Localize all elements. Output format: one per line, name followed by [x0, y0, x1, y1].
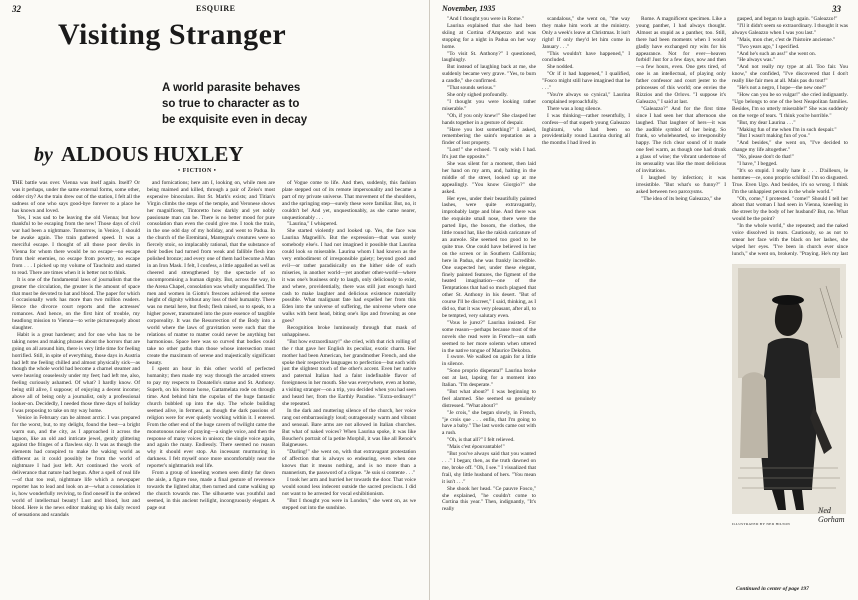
paragraph: "The idea of its being Galeazzo," she [641, 195, 721, 202]
paragraph: "Lost!" she echoed. "I only wish I had. It's just the opposite." [442, 147, 536, 161]
paragraph: Venice in February can be almost arctic. I was prepared for the worst, but, to my delight, found the best—a bright warm sun, and the city, as I approached it across the lagoon, like an old and intricate jewel, gently glittering against the fringes of a flawless sky. It was as though the elements had conspired to make the waking world as different as it could possibly be from the world of nightmare I had just left. Art continued the work of deliverance that nature had begun. After a spell of real life—of that too real, nightmare life which a newspaper reporter has to lead and look on at—what a consolation it is, how wonderfully reviving, to find oneself in the ordered world of intellectual beauty! Lust and blood, lust and blood. Here is the news editor making up his daily record of sensations and scandals [12, 414, 140, 518]
paragraph: "But I thought you were in London," she went on, as we stepped out into the sunshine. [282, 497, 416, 511]
paragraph: She shook her head. "Ce pauvre Fosco," she explained, "he couldn't come to Cortina this year." Then, indignantly, "It's really [442, 485, 536, 513]
column-1 [442, 16, 536, 594]
paragraph: In the dark and muttering silence of the church, her voice rang out embarrassingly loud; outrageously warm and vibrant and sensual. Bare arms are not allowed in Italian churches. But what of naked voices? When Laurina spoke, it was like Boucher's portrait of la petite Morphil, it was like all Renoir's Baigneuses. [282, 407, 416, 449]
paragraph: "No, please don't do that!" [737, 154, 795, 161]
paragraph: Laurina explained that she had been skiing at Cortina d'Ampezzo and was stopping for a night in Padua on her way home. [442, 22, 536, 50]
deck-line: so true to character as to [162, 98, 300, 110]
deck-line: A world parasite behaves [162, 82, 301, 94]
paragraph: I was thinking—rather resentfully, I confess—of that superb young Galeazzo Inghirami, who had been so providentially round Laurina during all the months I had lived in [542, 112, 630, 147]
paragraph: She was silent for a moment, then laid her hand on my arm, and, halting in the middle of the street, looked up at me appealingly. "You know Giorgio?" she asked. [442, 161, 536, 195]
paragraph: It is one of the fundamental laws of journalism that the greater the circulation, the greater is the amount of space that must be devoted to hat and blood. The paper for which I occasionally work has more than two million readers. Hence the divorce court reports and the actresses' romances. And hence, on the first hint of trouble, my headlong mission to Vienna—to write picturesquely about slaughter. [12, 276, 140, 332]
paragraph: scandalous," she went on, "the way they make him work at the ministry. Only a week's leave at Christmas. It isn't right! If only they'd let him come in January . . ." [542, 16, 630, 50]
continuation-note: Continued in center of page 197 [736, 586, 809, 592]
paragraph: She started violently and looked up. Yes, the face was Laurina Magnelli's. But the expression—that was surely somebody else's. I had not imagined it possible that Laurina could look so miserable. Laurina whom I had known as the very embodiment of irresponsible gaiety; beyond good and evil—or rather paradisically on the hither side of such miseries, in another world—yet another other-world—where it was one's business only to laugh, only deliciously to exist, and where, providentially, there was still just enough hard cash to make laughter and delicious existence materially possible. What malignant fate had expelled her from this Eden into the universe of suffering, the universe where one walks with bent head, biting one's lips and frowning as one goes? [282, 228, 416, 325]
illustration [728, 258, 850, 526]
column-2 [147, 180, 275, 592]
paragraph: and fornications; here am I, looking on, while men are being maimed and killed, through a pair of Zeiss's most expensive binoculars. But St. Mark's exists; and Titian's Virgin climbs the steps of the temple, and Veronese shows her magnificent, Tintoretto how darkly and yet nobly passionate man can be. There is no better mood for pure consolation than even the could give me. I took the train, in the one odd day of my holiday, and went to Padua. In the church of the Eremitani, Mantegna's creatures were so fiercely stoic, so implacably rational, that the substance of their bodies had turned from weak and fallible flesh into polished bronze; and every one of them had become a Man in an Iron Mask. I felt, I confess, a little appalled as well as cheered and strengthened by the spectacle of so uncompromising a human dignity. But, across the way, in the Arena Chapel, consolation was wholly unqualified. The men and women in Giotto's frescoes achieved the serene height of dignity without any loss of their humanity. There was no metal here, but flesh; flesh raised, so to speak, to a higher power, transmuted into the pure essence of tangible corporeality. It was the Resurrection of the Body into a world where the laws of gravitation were such that the relations of matter to matter could never be anything but harmonious. Space here was so curved that bodies could take no other paths than those whose intersection must create the maximum of serene and majestically significant beauty. [147, 180, 275, 366]
paragraph: "How can you be so vulgar!" she cried indignantly. "Ugo belongs to one of the best Neapolitan families. Besides, I'm so utterly miserable!" She was suddenly on the verge of tears. "I think you're horrible." [732, 91, 848, 119]
paragraph: "This wouldn't have happened," I concluded. [542, 50, 630, 64]
paragraph: "And besides," she went on, "I've decided to change my life altogether." [732, 140, 848, 154]
paragraph: "To visit St. Anthony?" I questioned, laughingly. [442, 50, 536, 64]
byline [34, 142, 244, 167]
paragraph: "Making fun of me when I'm in such despair." [737, 126, 837, 133]
paragraph: "Sono proprio disperata!" Laurina broke out at last, lapsing for a moment into Italian. "I'm desperate." [442, 368, 536, 389]
paragraph: gasped, and began to laugh again. "Galeazzo!" [737, 16, 838, 22]
paragraph: Her eyes, under their beautifully painted lashes, were quite extravagantly, improbably large and blue. And there was the exquisite small nose, there were the parted lips, the bosom, the clothes, the little round hat, like the rakish caricature of an aureole. She seemed too good to be quite true. One could have believed in her on the screen or in Southern California; here in Padua, she was frankly incredible. One suspected her, under these elegant, finely painted features, the figment of the heated imagination—one of the Temptations that had so much plagued that other St. Anthony in his desert. "But of course I'll be discreet," I said, thinking, as I did so, that it was very pleasant, after all, to be tempted, very salutary even. [442, 195, 537, 319]
byline-by: by [34, 144, 53, 166]
paragraph: There was a long silence. [547, 105, 602, 112]
paragraph: She only sighed profoundly. [447, 91, 508, 98]
paragraph: "He's not a negro, I hope—the new one?" [737, 85, 827, 92]
paragraph: "Have you lost something?" I asked, remembering the saint's reputation as a finder of lost property. [442, 126, 536, 147]
paragraph: "I thought you were looking rather miserable." [442, 98, 536, 112]
paragraph: "But, my dear Laurina . . ." [737, 119, 796, 126]
paragraph: "But how extraordinary!" she cried, with that rich rolling of the r that gave her English its peculiar, exotic charm. Her mother had been American, her grandmother French, and she spoke their respective languages to perfection—but each with just the slightest touch of the other's accent. Even her native and paternal Italian had a faint indefinable flavor of foreignness in her mouth. She was everywhere, even at home, a visiting stranger—on a trip, you decided when you had seen and heard her, from the Earthly Paradise. "Extra-ordinary!" she repeated. [282, 338, 416, 407]
paragraph: From a group of kneeling women seen dimly far down the aisle, a figure rose, made a final gesture of reverence towards the lighted altar, then turned and came walking up the church towards me. The silhouette was youthful and seemed, in this ancient twilight, incongruously elegant. A page out [147, 470, 275, 511]
paragraph: "And he's such an ass!" she went on. [737, 50, 817, 57]
paragraph: "Mais c'est épouvantable!" [447, 444, 505, 451]
paragraph: "But you've always said that you wanted . . ." I began; then, as the truth dawned on me, broke off. "Oh, I see." I visualized that frail, shy little husband of hers. "You mean it isn't . . ." [442, 451, 536, 485]
paragraph: "I'll it didn't seem so extraordinary. I thought it was always Galeazzo when I was you last." [732, 22, 848, 36]
page-number-right: 33 [832, 4, 841, 14]
paragraph: "Two years ago," I specified. [737, 43, 800, 50]
deck-line: be exquisite even in decay [162, 114, 308, 126]
article-title: Visiting Stranger [58, 18, 287, 51]
paragraph: "Oh, come," I protested. "come!" Should I tell her about that woman I had seen in Vienna, kneeling in the street by the body of her husband? But, no. What would be the point? [732, 195, 848, 223]
paragraph: She nodded. [547, 64, 574, 71]
paragraph: Yes, I was sad to be leaving the old Vienna; but how thankful to be escaping from the new! Those days of civil war had been a nightmare. Tomorrow, in Venice, I should be awake again. The train gathered speed. It was a merciful escape. I thought of all those poor devils in Vienna for whom there would be no escape—no escape from their enemies, no escape from poverty, no escape from . . . I picked up my volume of Tauchnitz and started to read. There are times when it is better not to think. [12, 214, 140, 276]
paragraph: "Oh, if you only knew!" She clasped her hands together in a gesture of despair. [442, 112, 536, 126]
paragraph: I swore. We walked on again for a little in silence. [442, 354, 536, 368]
author-name: ALDOUS HUXLEY [60, 142, 244, 166]
paragraph: "Mais, mon cher, c'est de l'histoire ancienne." [737, 36, 836, 43]
paragraph: "But I wasn't making fun of you." [737, 133, 810, 140]
paragraph: Rome. A magnificent specimen. Like a young panther, I had always thought. Almost as stupid as a panther, too. Still, there had been moments when I would gladly have exchanged my wits for his appearance. Not for ever—heaven forbid! Just for a few days, now and then—a few hours, even. One gets tired, of one is an intellectual, of playing only father confessor and court jester to the princesses of this world; one envies the Rizzios and the Orlovs. "I suppose it's Galeazzo," I said at last. [636, 16, 726, 105]
paragraph: "You're always so cynical," Laurina complained reproachfully. [542, 91, 630, 105]
paragraph: "It's so stupid. I really hate it . . . D'ailleurs, le hommes—ce, sono proprio schifosi! I'm so disgusted. True. Even Ugo. And besides, it's so wrong. I think I'm the unhappiest person in the whole world." [732, 167, 848, 195]
paragraph: "Darling!" she went on, with that extravagant protestation of affection that is always so endearing, even when one knows that it means nothing, and is no more than a mannerism, the password of a clique. "Je suis si contente . . ." [282, 449, 416, 477]
column-3 [282, 180, 416, 592]
paragraph: "And not really my type at all. Too fair. You know," she confided, "I've discovered that I don't really like fair men at all. Mais pas du tout!" [732, 64, 848, 85]
paragraph: Recognition broke luminously through that mask of unhappiness. [282, 325, 416, 338]
paragraph: "I have," I begged. [737, 161, 778, 168]
art-credit: ILLUSTRATED BY NED HILTON [732, 522, 791, 526]
paragraph: THE battle was over. Vienna was itself again. Itself? Or was it perhaps, under the same external forms, some other, odder city? As the train drew out of the station, I felt all the sadness of one who says good-bye forever to a place he has known and loved. [12, 180, 140, 214]
paragraph: "Or if it had happened," I qualified, "Fosco might still have imagined that he . . ." [542, 71, 630, 92]
paragraph: "In the whole world," she repeated; and the naked voice dissolved in tears. Cautiously, so as not to smear her face with the black on her lashes, she wiped her eyes. "I've been in church ever since lunch," she went on, brokenly. "Praying. He's my last [732, 223, 848, 257]
paragraph: "Galeazzo?" And for the first time since I had seen her that afternoon she laughed. That laughter of hers—it was the audible symbol of her being. So frank, so wholehearted, so irresponsibly happy. The rich clear sound of it made one feel warm, as though one had drunk a glass of wine; the vibrant undertone of its sensuality was like the most delicious of invitations. [636, 105, 726, 174]
artist-signature: Ned Gorham [818, 506, 845, 524]
paragraph: I spent an hour in this other world of perfected humanity; then made my way through the arcaded streets to pay my respects to Donatello's statue and St. Anthony. Superb, on his bronze horse, Gattamelata rode on through time. And behind him the cupolas of the huge fantastic church bubbled up into the sky. The whole building seemed alive, in ferment, as though the dark passions of religion were for ever quietly working within it. I entered. From the other end of the huge cavern of twilight came the monotonous noise of praying—a single voice, and then the response of many voices in unison; the single voice again, and again the many. Endlessly. There seemed no reason why it should ever stop. An incessant murmuring in darkness. I felt myself once more uncomfortably near the reporter's nightmarish real life. [147, 366, 275, 470]
column-2 [542, 16, 630, 147]
paragraph: "That sounds serious." [447, 85, 496, 92]
paragraph: "Vous le jurez?" Laurina insisted. For some reason—perhaps because most of the novels she read were in French—an oath seemed to her more solemn when uttered in the native tongue of Maurice Dekobra. [442, 319, 536, 354]
paragraph: I laughed by infection; it was irresistible. "But what's so funny?" I asked between two paroxysms. [636, 174, 726, 195]
paragraph: "But what about?" I was beginning to feel alarmed. She seemed so genuinely distressed. "What about?" [442, 388, 536, 409]
paragraph: "Oh, is that all?" I felt relieved. [447, 437, 515, 444]
running-head: ESQUIRE [196, 4, 236, 13]
column-3 [636, 16, 726, 594]
paragraph: "Je crois," she began slowly, in French, "je crois que . . . enfin, that I'm going to have a baby." The last words came out with a rush. [442, 409, 536, 437]
paragraph: "And I thought you were in Rome." [447, 16, 525, 22]
section-label: • FICTION • [178, 168, 217, 174]
page-number-left: 32 [12, 4, 21, 14]
paragraph: "He always was." [737, 57, 776, 64]
column-1 [12, 180, 140, 592]
paragraph: "Laurina," I whispered. [287, 221, 338, 228]
column-4 [732, 16, 848, 256]
article-deck [162, 80, 372, 128]
paragraph: Habit is a great hardener; and for one who has to be taking notes and making phrases about the horrors that are going on all around him, there is very little time for feeling horrified. Still, in spite of everything, those days in Austria had left me feeling chilled and almost physically sick—as though the whole world had become a charnel steamer and were heaving ceaselessly under my feet; had left me, also, feeling curiously ashamed. Of what? I hardly know. Of being still alive, I suppose; of enjoying a decent income; above all of being only a journalist, only a professional looker-on. Decidedly, I needed those three days of holiday I was proposing to take on my way home. [12, 331, 140, 414]
issue-date: November, 1935 [442, 4, 496, 13]
right-page [430, 0, 858, 600]
paragraph: of Vogue come to life. And then, suddenly, this fashion plate stepped out of its remote impersonality and became a part of my private universe. That movement of the shoulders, and the springing step—surely these were familiar. But, no, it couldn't be! And yet, unquestionably, as she came nearer, unquestionably . . . [282, 180, 416, 221]
paragraph: I took her arm and hurried her towards the door. That voice would sound less indecent outside the sacred precincts. I did not want to be arrested for vocal exhibitionism. [282, 476, 416, 497]
paragraph: But instead of laughing back at me, she suddenly became very grave. "Yes, to burn a candle," she confirmed. [442, 64, 536, 85]
